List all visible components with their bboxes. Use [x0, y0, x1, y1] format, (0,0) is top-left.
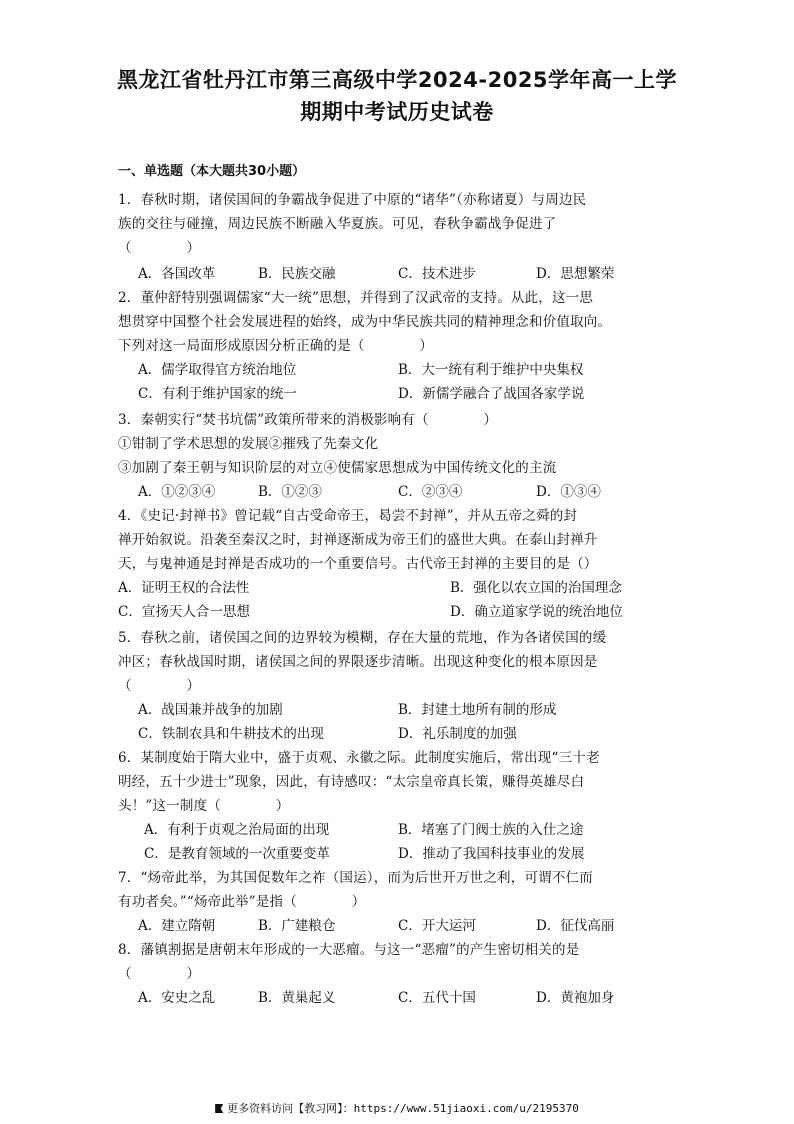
q7-option-d: D．征伐高丽: [536, 918, 615, 934]
q3-option-c: C．②③④: [398, 484, 463, 500]
q2-option-a: A．儒学取得官方统治地位: [138, 362, 297, 378]
q1-option-c: C．技术进步: [398, 266, 476, 282]
exam-title: [60, 64, 734, 128]
q4-option-b: B．强化以农立国的治国理念: [450, 580, 622, 596]
q1-stem-line: 族的交往与碰撞，周边民族不断融入华夏族。可见，春秋争霸战争促进了: [118, 216, 557, 232]
q5-stem-line: 冲区；春秋战国时期，诸侯国之间的界限逐步清晰。出现这种变化的根本原因是: [118, 654, 598, 670]
q4-stem-line: 4．《史记·封禅书》曾记载“自古受命帝王，曷尝不封禅”，并从五帝之舜的封: [118, 508, 578, 524]
q5-option-b: B．封建土地所有制的形成: [398, 702, 557, 718]
q7-stem-line: 7．“炀帝此举，为其国促数年之祚（国运），而为后世开万世之利，可谓不仁而: [118, 870, 593, 886]
q8-stem-line: （ ）: [118, 966, 201, 982]
section-heading: 一、单选题（本大题共30小题）: [118, 164, 306, 179]
footer-link[interactable]: 更多资料访问【教习网】：https://www.51jiaoxi.com/u/2195370: [227, 1102, 579, 1115]
footer: [0, 1100, 794, 1116]
q7-option-c: C．开大运河: [398, 918, 476, 934]
q3-stem-line: ③加剧了秦王朝与知识阶层的对立④使儒家思想成为中国传统文化的主流: [118, 460, 557, 476]
q4-stem-line: 禅开始叙说。沿袭至秦汉之时，封禅逐渐成为帝王们的盛世大典。在泰山封禅升: [118, 532, 598, 548]
q1-stem-line: 1．春秋时期，诸侯国间的争霸战争促进了中原的“诸华”（亦称诸夏）与周边民: [118, 192, 587, 208]
q6-option-d: D．推动了我国科技事业的发展: [398, 846, 585, 862]
q2-option-b: B．大一统有利于维护中央集权: [398, 362, 584, 378]
q3-stem-line: 3．秦朝实行“焚书坑儒”政策所带来的消极影响有（ ）: [118, 412, 498, 428]
q8-option-c: C．五代十国: [398, 990, 476, 1006]
q2-option-d: D．新儒学融合了战国各家学说: [398, 386, 585, 402]
q4-option-a: A．证明王权的合法性: [118, 580, 250, 596]
q3-option-a: A．①②③④: [138, 484, 216, 500]
q2-stem-line: 想贯穿中国整个社会发展进程的始终，成为中华民族共同的精神理念和价值取向。: [118, 314, 612, 330]
q7-option-a: A．建立隋朝: [138, 918, 216, 934]
q7-option-b: B．广建粮仓: [258, 918, 336, 934]
q8-option-b: B．黄巢起义: [258, 990, 336, 1006]
q2-stem-line: 下列对这一局面形成原因分析正确的是（ ）: [118, 338, 434, 354]
q1-option-a: A．各国改革: [138, 266, 216, 282]
q6-stem-line: 明经，五十少进士”现象，因此，有诗感叹：“太宗皇帝真长策，赚得英雄尽白: [118, 774, 585, 790]
title-line-1: 黑龙江省牡丹江市第三高级中学2024-2025学年高一上学: [116, 68, 678, 92]
q1-stem-line: （ ）: [118, 240, 201, 256]
q7-stem-line: 有功者矣。”“炀帝此举”是指（ ）: [118, 894, 366, 910]
q6-option-b: B．堵塞了门阀士族的入仕之途: [398, 822, 584, 838]
title-line-2: 期期中考试历史试卷: [300, 100, 494, 124]
q3-stem-line: ①钳制了学术思想的发展②摧残了先秦文化: [118, 436, 379, 452]
q5-option-a: A．战国兼并战争的加剧: [138, 702, 283, 718]
q5-option-c: C．铁制农具和牛耕技术的出现: [138, 726, 324, 742]
q5-option-d: D．礼乐制度的加强: [398, 726, 517, 742]
flag-icon: [215, 1104, 223, 1113]
q2-option-c: C．有利于维护国家的统一: [138, 386, 297, 402]
q8-option-d: D．黄袍加身: [536, 990, 615, 1006]
q5-stem-line: （ ）: [118, 678, 201, 694]
q1-option-b: B．民族交融: [258, 266, 336, 282]
q5-stem-line: 5．春秋之前，诸侯国之间的边界较为模糊，存在大量的荒地，作为各诸侯国的缓: [118, 630, 607, 646]
q6-stem-line: 6．某制度始于隋大业中，盛于贞观、永徽之际。此制度实施后，常出现“三十老: [118, 750, 600, 766]
q1-option-d: D．思想繁荣: [536, 266, 615, 282]
q4-option-c: C．宣扬天人合一思想: [118, 604, 250, 620]
q3-option-b: B．①②③: [258, 484, 322, 500]
q4-option-d: D．确立道家学说的统治地位: [450, 604, 623, 620]
q3-option-d: D．①③④: [536, 484, 601, 500]
q2-stem-line: 2．董仲舒特别强调儒家“大一统”思想，并得到了汉武帝的支持。从此，这一思: [118, 290, 594, 306]
q6-option-c: C．是教育领域的一次重要变革: [144, 846, 330, 862]
q8-option-a: A．安史之乱: [138, 990, 216, 1006]
q6-option-a: A．有利于贞观之治局面的出现: [144, 822, 330, 838]
q4-stem-line: 天，与鬼神通是封禅是否成功的一个重要信号。古代帝王封禅的主要目的是（）: [118, 556, 598, 572]
q6-stem-line: 头！”这一制度（ ）: [118, 798, 290, 814]
q8-stem-line: 8．藩镇割据是唐朝末年形成的一大恶瘤。与这一“恶瘤”的产生密切相关的是: [118, 942, 580, 958]
